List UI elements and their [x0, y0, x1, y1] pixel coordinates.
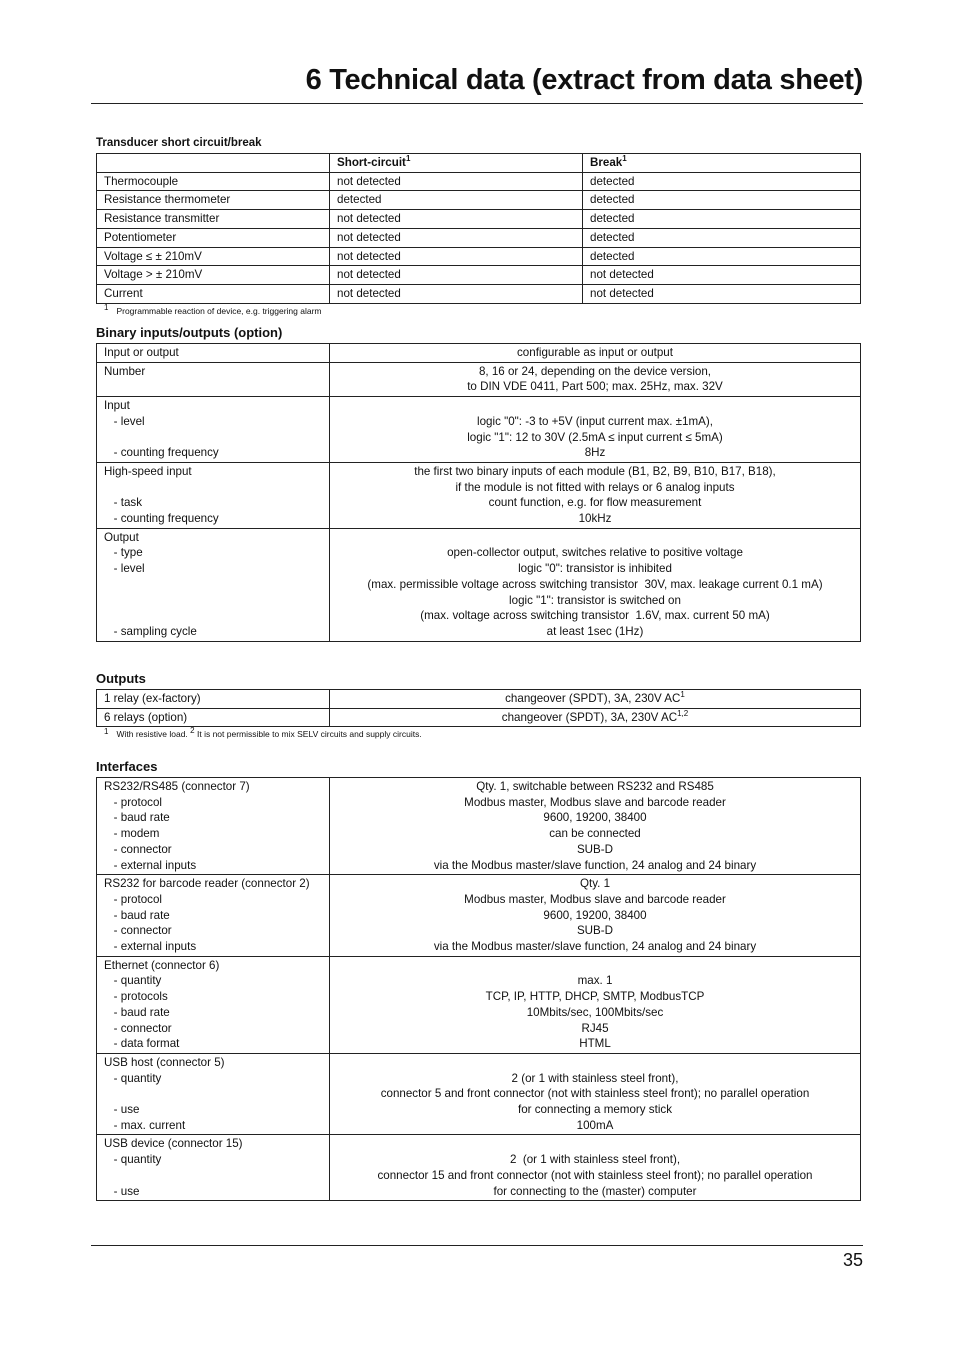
- table-row: Input - level - counting frequency logic "0": -3 to +5V (input current max. ±1mA), logic "1": 12 to 30V (2.5mA ≤ input current ≤ 5mA) 8Hz: [97, 397, 861, 463]
- binary-section: [96, 325, 860, 642]
- table-row: 1 relay (ex-factory) changeover (SPDT), 3A, 230V $AC^1$: [97, 690, 861, 709]
- table-row: USB host (connector 5) - quantity - use - max. current 2 (or 1 with stainless steel front), connector 5 and front connector (not with stainless steel front); no parallel operation for connecting a memory stick 100mA: [97, 1053, 861, 1135]
- table-row: Input or output configurable as input or output: [97, 344, 861, 363]
- table-row: Resistance thermometer detected detected: [97, 191, 861, 210]
- table-row: RS232/RS485 (connector 7) - protocol - baud rate - modem - connector - external inputs Qty. 1, switchable between RS232 and RS485 Modbus master, Modbus slave and barcode reader 9600, 19200, 38400 can be connected SUB-D via the Modbus master/slave function, 24 analog and 24 binary: [97, 778, 861, 875]
- section-title: Interfaces: [96, 759, 158, 774]
- page-number: 35: [842, 1250, 863, 1270]
- table-header-row: [97, 154, 861, 173]
- binary-table: [96, 343, 861, 642]
- page-title: 6 Technical data (extract from data sheet): [305, 64, 863, 96]
- transducer-table: [96, 153, 861, 304]
- section-title: Outputs: [96, 671, 146, 686]
- footnote: $^1$ With resistive load. $^2$ It is not permissible to mix SELV circuits and supply circuits.: [104, 726, 422, 740]
- table-row: Ethernet (connector 6) - quantity - protocols - baud rate - connector - data format max. 1 TCP, IP, HTTP, DHCP, SMTP, ModbusTCP 10Mbits/sec, 100Mbits/sec RJ45 HTML: [97, 956, 861, 1053]
- interfaces-section: [96, 759, 860, 1201]
- footer-rule: [91, 1245, 863, 1246]
- table-row: Current not detected not detected: [97, 284, 861, 303]
- table-row: Resistance transmitter not detected detected: [97, 210, 861, 229]
- transducer-section: [96, 135, 860, 317]
- table-row: Number 8, 16 or 24, depending on the device version, to DIN VDE 0411, Part 500; max. 25Hz, max. 32V: [97, 362, 861, 396]
- header-cell: Short-circuit$^1$: [330, 154, 583, 173]
- section-title: Binary inputs/outputs (option): [96, 325, 283, 340]
- footnote: $^1$ Programmable reaction of device, e.g. triggering alarm: [104, 302, 322, 316]
- outputs-table: [96, 689, 861, 727]
- header-cell: [97, 154, 330, 173]
- header-rule: [91, 103, 863, 104]
- table-row: Output - type - level - sampling cycle open-collector output, switches relative to positive voltage logic "0": transistor is inhibited (max. permissible voltage across switching transistor 30V, max. leakage current 0.1 mA) logic "1": transistor is switched on (max. voltage across switching transistor 1.6V, max. current 50 mA) at least 1sec (1Hz): [97, 528, 861, 641]
- table-row: Voltage ≤ ± 210mV not detected detected: [97, 247, 861, 266]
- outputs-section: [96, 671, 860, 740]
- header-cell: Break$^1$: [583, 154, 861, 173]
- table-row: Thermocouple not detected detected: [97, 172, 861, 191]
- section-title: Transducer short circuit/break: [96, 137, 262, 149]
- table-row: Potentiometer not detected detected: [97, 228, 861, 247]
- table-row: Voltage > ± 210mV not detected not detected: [97, 266, 861, 285]
- interfaces-table: [96, 777, 861, 1201]
- table-row: High-speed input - task - counting frequency the first two binary inputs of each module (B1, B2, B9, B10, B17, B18), if the module is not fitted with relays or 6 analog inputs count function, e.g. for flow measurement 10kHz: [97, 462, 861, 528]
- table-row: 6 relays (option) changeover (SPDT), 3A, 230V AC$^{1,2}$: [97, 708, 861, 727]
- table-row: USB device (connector 15) - quantity - use 2 (or 1 with stainless steel front), connector 15 and front connector (not with stainless steel front); no parallel operation for connecting to the (master) computer: [97, 1135, 861, 1201]
- table-row: RS232 for barcode reader (connector 2) - protocol - baud rate - connector - external inputs Qty. 1 Modbus master, Modbus slave and barcode reader 9600, 19200, 38400 SUB-D via the Modbus master/slave function, 24 analog and 24 binary: [97, 875, 861, 957]
